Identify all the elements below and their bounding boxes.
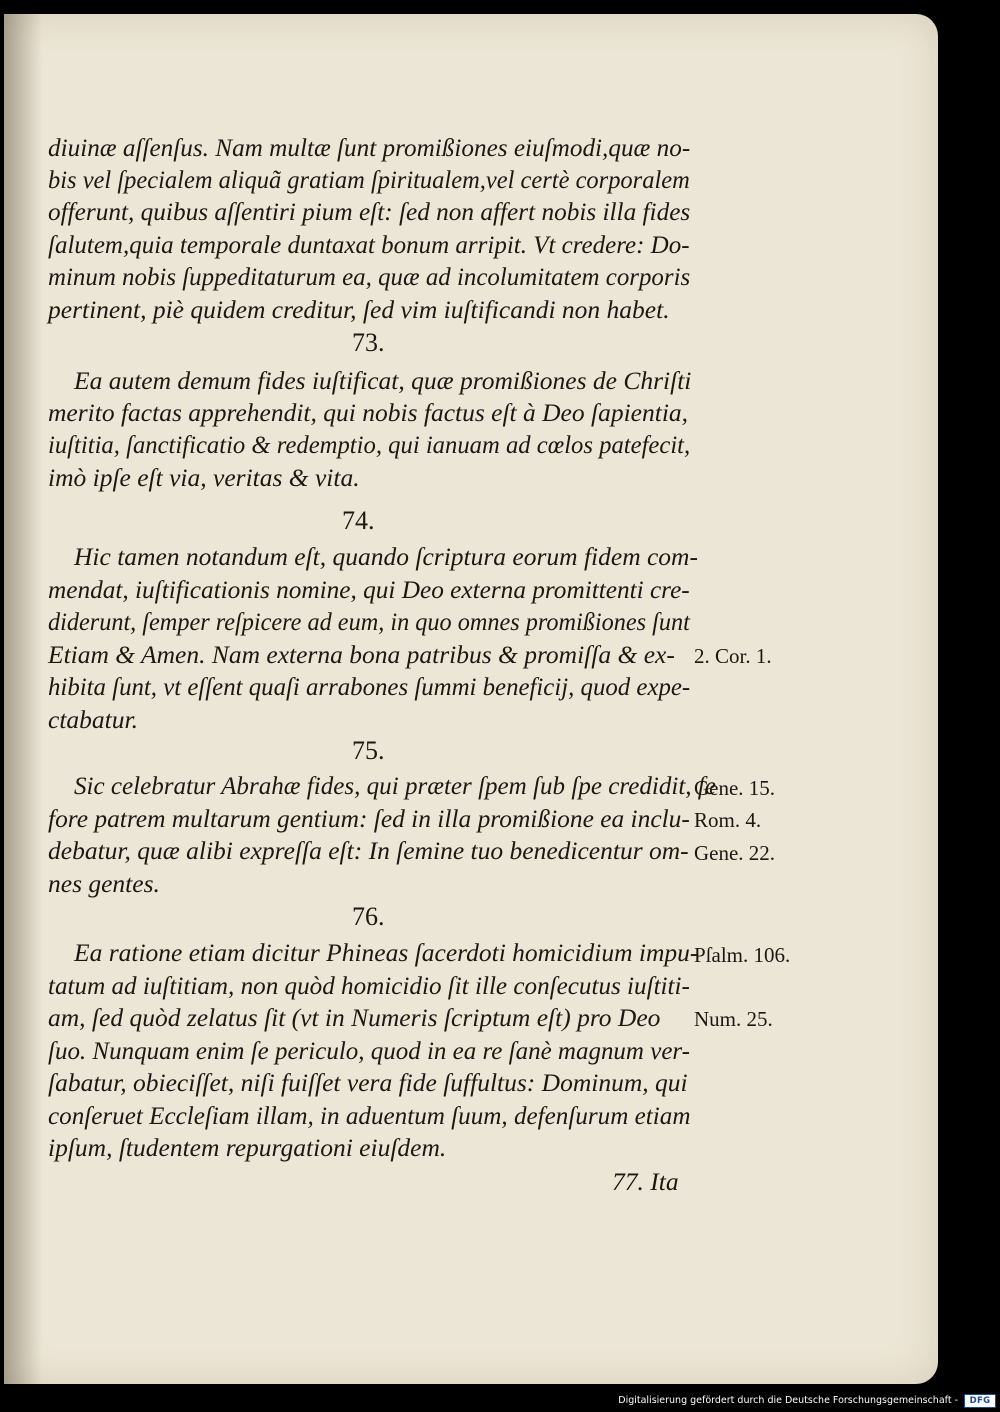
text-line: offerunt, quibus aſſentiri pium eſt: ſed non affert nobis illa fides [48,197,691,226]
section-number: 76. [352,902,385,931]
margin-reference: 2. Cor. 1. [694,644,772,668]
book-page [4,14,938,1384]
margin-reference: Num. 25. [694,1007,773,1031]
section-number: 74. [342,506,375,535]
text-line: mendat, iuſtificationis nomine, qui Deo externa promittenti cre- [48,575,690,604]
text-line: merito factas apprehendit, qui nobis factus eſt à Deo ſapientia, [48,398,689,427]
text-line: ſalutem,quia temporale duntaxat bonum arripit. Vt credere: Do- [48,230,690,259]
margin-reference: Pſalm. 106. [694,943,791,967]
text-line: ſuo. Nunquam enim ſe periculo, quod in ea re ſanè magnum ver- [48,1036,690,1065]
section-number: 75. [352,736,385,765]
text-line: Ea ratione etiam dicitur Phineas ſacerdoti homicidium impu- [74,938,699,967]
text-line: Sic celebratur Abrahæ fides, qui præter ſpem ſub ſpe credidit, ſe [74,771,716,800]
text-line: minum nobis ſuppeditaturum ea, quæ ad incolumitatem corporis [48,262,691,291]
catchword: 77. Ita [612,1167,679,1196]
margin-reference: Rom. 4. [694,808,762,832]
text-line: ctabatur. [48,705,138,734]
text-line: fore patrem multarum gentium: ſed in illa promißione ea inclu- [48,804,690,833]
text-line: Ea autem demum fides iuſtificat, quæ promißiones de Chriſti [74,366,692,395]
text-line: Etiam & Amen. Nam externa bona patribus & promiſſa & ex- [48,640,675,669]
section-number: 73. [352,328,385,357]
text-line: debatur, quæ alibi expreſſa eſt: In ſemine tuo benedicentur om- [48,836,689,865]
text-line: am, ſed quòd zelatus ſit (vt in Numeris ſcriptum eſt) pro Deo [48,1003,661,1032]
digitization-credit: Digitalisierung gefördert durch die Deutsche Forschungsgemeinschaft - [618,1395,958,1406]
text-line: imò ipſe eſt via, veritas & vita. [48,463,360,492]
text-line: bis vel ſpecialem aliquã gratiam ſpiritualem,vel certè corporalem [48,165,690,194]
text-line: pertinent, piè quidem creditur, ſed vim iuſtificandi non habet. [48,295,670,324]
text-line: Hic tamen notandum eſt, quando ſcriptura eorum fidem com- [74,542,698,571]
text-line: nes gentes. [48,869,160,898]
text-line: ipſum, ſtudentem repurgationi eiuſdem. [48,1133,447,1162]
margin-reference: Gene. 22. [694,841,776,865]
text-line: iuſtitia, ſanctificatio & redemptio, qui ianuam ad cœlos patefecit, [48,430,691,459]
text-line: ſabatur, obieciſſet, niſi fuiſſet vera fide ſuffultus: Dominum, qui [48,1068,688,1097]
dfg-logo: DFG [964,1394,996,1408]
text-line: hibita ſunt, vt eſſent quaſi arrabones ſummi beneficij, quod expe- [48,672,691,701]
text-line: tatum ad iuſtitiam, non quòd homicidio ſit ille conſecutus iuſtiti- [48,971,690,1000]
text-line: diderunt, ſemper reſpicere ad eum, in quo omnes promißiones ſunt [48,607,690,636]
margin-reference: Gene. 15. [694,776,776,800]
text-line: conſeruet Eccleſiam illam, in aduentum ſuum, defenſurum etiam [48,1101,691,1130]
text-line: diuinæ aſſenſus. Nam multæ ſunt promißiones eiuſmodi,quæ no- [48,133,691,162]
